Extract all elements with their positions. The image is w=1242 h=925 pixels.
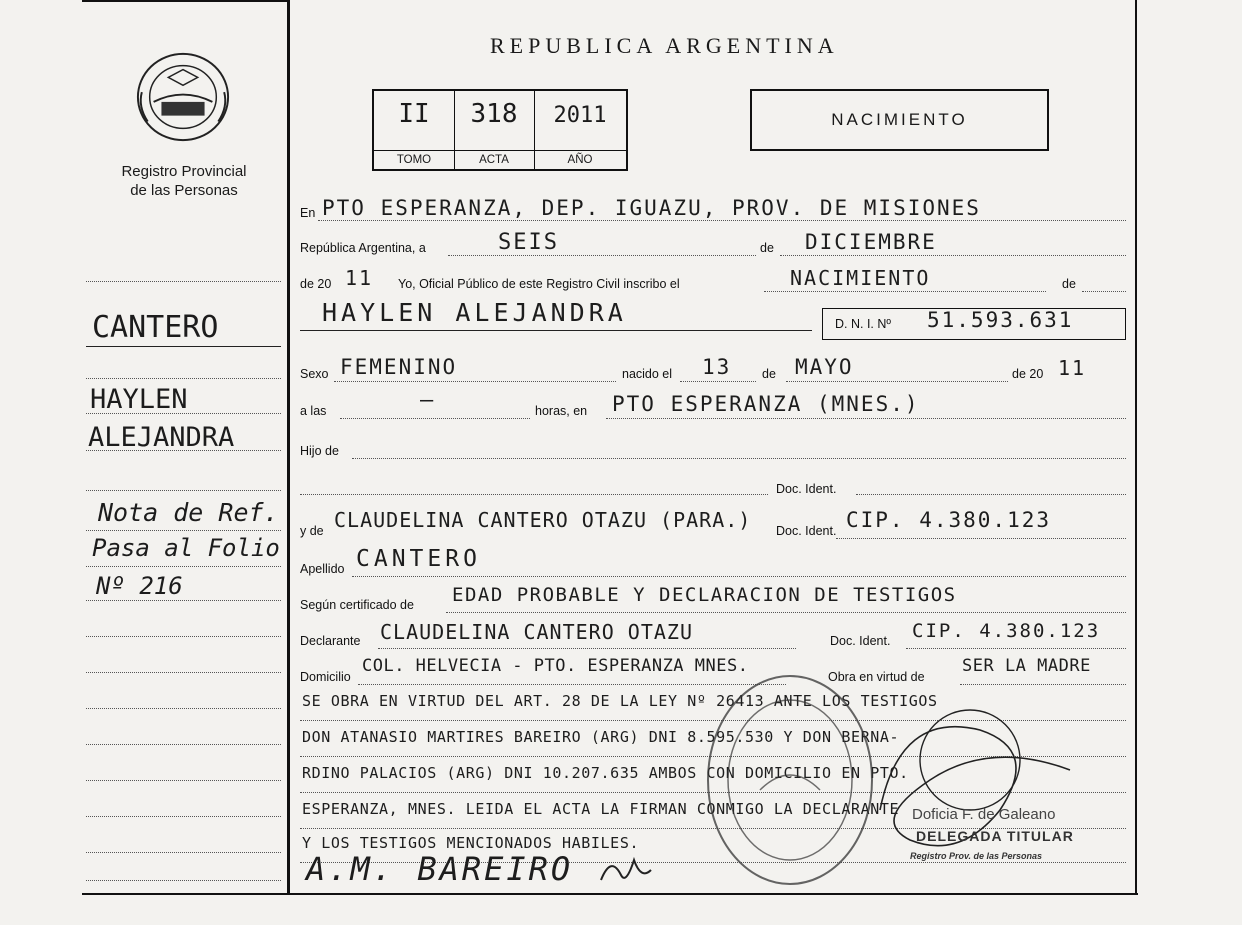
top-border-left xyxy=(82,0,287,2)
field-line-certificado xyxy=(446,612,1126,613)
margin-dots xyxy=(86,378,281,379)
margin-surname: CANTERO xyxy=(92,310,219,345)
margin-dots xyxy=(86,780,281,781)
field-certificado: EDAD PROBABLE Y DECLARACION DE TESTIGOS xyxy=(452,584,957,606)
field-anio: 11 xyxy=(345,266,374,290)
margin-dots xyxy=(86,566,281,567)
field-line-lugar xyxy=(318,220,1126,221)
margin-dots xyxy=(86,880,281,881)
label-de: de xyxy=(760,241,774,255)
label-doc1: Doc. Ident. xyxy=(776,482,837,496)
margin-line xyxy=(86,346,281,347)
field-dni: 51.593.631 xyxy=(927,308,1074,332)
page-title: REPUBLICA ARGENTINA xyxy=(490,33,839,58)
field-dia: SEIS xyxy=(498,230,559,255)
field-declarante: CLAUDELINA CANTERO OTAZU xyxy=(380,620,693,644)
label-dni: D. N. I. Nº xyxy=(835,317,891,331)
margin-dots xyxy=(86,281,281,282)
anio-cell xyxy=(534,91,626,169)
label-declarante: Declarante xyxy=(300,634,361,648)
text-line2: DON ATANASIO MARTIRES BAREIRO (ARG) DNI 8.595.530 Y DON BERNA- xyxy=(302,728,900,746)
acta-cell xyxy=(454,91,535,169)
margin-divider xyxy=(287,0,290,895)
text-line3: RDINO PALACIOS (ARG) DNI 10.207.635 AMBOS CON DOMICILIO EN PTO. xyxy=(302,764,909,782)
label-doc3: Doc. Ident. xyxy=(830,634,891,648)
field-line-declarante xyxy=(378,648,796,649)
label-sexo: Sexo xyxy=(300,367,329,381)
label-en: En xyxy=(300,206,316,220)
label-yde: y de xyxy=(300,524,324,538)
margin-note2: Pasa al Folio xyxy=(92,534,280,562)
label-yo: Yo, Oficial Público de este Registro Civil inscribo el xyxy=(398,277,680,291)
margin-dots xyxy=(86,530,281,531)
label-domicilio: Domicilio xyxy=(300,670,351,684)
label-hijo: Hijo de xyxy=(300,444,339,458)
label-nacido: nacido el xyxy=(622,367,673,381)
field-line-hijo xyxy=(352,458,1126,459)
margin-name2: ALEJANDRA xyxy=(88,422,235,453)
margin-dots xyxy=(86,636,281,637)
tomo-label: TOMO xyxy=(374,150,454,169)
field-hora: — xyxy=(420,388,436,413)
signature-scribble-icon xyxy=(596,850,656,890)
text-line4: ESPERANZA, MNES. LEIDA EL ACTA LA FIRMAN CONMIGO LA DECLARANTE xyxy=(302,800,900,818)
field-line-nac-dia xyxy=(680,381,756,382)
act-type-box: NACIMIENTO xyxy=(750,89,1049,151)
stamp-line2: DELEGADA TITULAR xyxy=(916,828,1074,844)
registry-line1: Registro Provincial xyxy=(121,163,247,180)
margin-dots xyxy=(86,600,281,601)
label-alas: a las xyxy=(300,404,327,418)
label-segun: Según certificado de xyxy=(300,598,414,612)
field-sexo: FEMENINO xyxy=(340,355,458,379)
field-line-mes xyxy=(780,255,1126,256)
dni-box xyxy=(822,308,1126,340)
field-lugar: PTO ESPERANZA, DEP. IGUAZU, PROV. DE MISIONES xyxy=(322,196,981,220)
field-apellido: CANTERO xyxy=(356,546,481,572)
margin-dots xyxy=(86,852,281,853)
margin-dots xyxy=(86,708,281,709)
field-acto: NACIMIENTO xyxy=(790,266,931,290)
field-madre-doc: CIP. 4.380.123 xyxy=(846,508,1052,532)
anio-value: 2011 xyxy=(553,103,607,128)
field-line-acto xyxy=(764,291,1046,292)
field-line-dia xyxy=(448,255,756,256)
field-line-lugar-nac xyxy=(606,418,1126,419)
field-mes: DICIEMBRE xyxy=(805,230,937,254)
field-nac-anio: 11 xyxy=(1058,356,1087,380)
field-line-hora xyxy=(340,418,530,419)
text-line5: Y LOS TESTIGOS MENCIONADOS HABILES. xyxy=(302,834,640,852)
anio-label: AÑO xyxy=(534,150,626,169)
field-madre: CLAUDELINA CANTERO OTAZU (PARA.) xyxy=(334,508,752,532)
field-line-end xyxy=(1082,291,1126,292)
field-line-madre-doc xyxy=(836,538,1126,539)
label-apellido: Apellido xyxy=(300,562,345,576)
margin-note3: Nº 216 xyxy=(96,572,183,600)
record-id-box xyxy=(372,89,628,171)
field-line-apellido xyxy=(352,576,1126,577)
field-line-obra xyxy=(960,684,1126,685)
label-republica: República Argentina, a xyxy=(300,241,426,255)
bottom-border-main xyxy=(288,893,1138,895)
field-line-hijo2 xyxy=(300,494,768,495)
field-nac-mes: MAYO xyxy=(795,355,854,379)
field-nombre: HAYLEN ALEJANDRA xyxy=(322,298,627,327)
label-obra: Obra en virtud de xyxy=(828,670,925,684)
acta-label: ACTA xyxy=(454,150,534,169)
field-declarante-doc: CIP. 4.380.123 xyxy=(912,620,1101,642)
label-de-mes: de xyxy=(762,367,776,381)
acta-value: 318 xyxy=(470,99,518,129)
provincial-seal-icon xyxy=(134,48,232,146)
label-horas: horas, en xyxy=(535,404,588,418)
tomo-value: II xyxy=(398,99,430,129)
field-line-doc1 xyxy=(856,494,1126,495)
field-line-declarante-doc xyxy=(906,648,1126,649)
field-lugar-nac: PTO ESPERANZA (MNES.) xyxy=(612,392,920,416)
field-nac-dia: 13 xyxy=(702,355,732,379)
field-line-nombre xyxy=(300,330,812,331)
text-line1: SE OBRA EN VIRTUD DEL ART. 28 DE LA LEY Nº 26413 ANTE LOS TESTIGOS xyxy=(302,692,938,710)
margin-dots xyxy=(86,490,281,491)
field-obra: SER LA MADRE xyxy=(962,656,1091,676)
stamp-line1: Doficia F. de Galeano xyxy=(912,806,1056,823)
tomo-cell xyxy=(374,91,455,169)
margin-dots xyxy=(86,744,281,745)
field-line-sexo xyxy=(334,381,616,382)
margin-dots xyxy=(86,672,281,673)
label-de20: de 20 xyxy=(300,277,332,291)
stamp-line3: Registro Prov. de las Personas xyxy=(910,851,1043,861)
margin-dots xyxy=(86,816,281,817)
label-doc2: Doc. Ident. xyxy=(776,524,837,538)
field-domicilio: COL. HELVECIA - PTO. ESPERANZA MNES. xyxy=(362,656,749,676)
field-line-nac-mes xyxy=(786,381,1008,382)
registry-line2: de las Personas xyxy=(130,182,238,199)
label-de-end: de xyxy=(1062,277,1076,291)
registry-title xyxy=(84,162,284,200)
margin-name1: HAYLEN xyxy=(90,384,188,415)
label-de20b: de 20 xyxy=(1012,367,1044,381)
margin-note1: Nota de Ref. xyxy=(98,498,279,527)
signature: A.M. BAREIRO xyxy=(306,850,574,888)
bottom-border-left xyxy=(82,893,287,895)
